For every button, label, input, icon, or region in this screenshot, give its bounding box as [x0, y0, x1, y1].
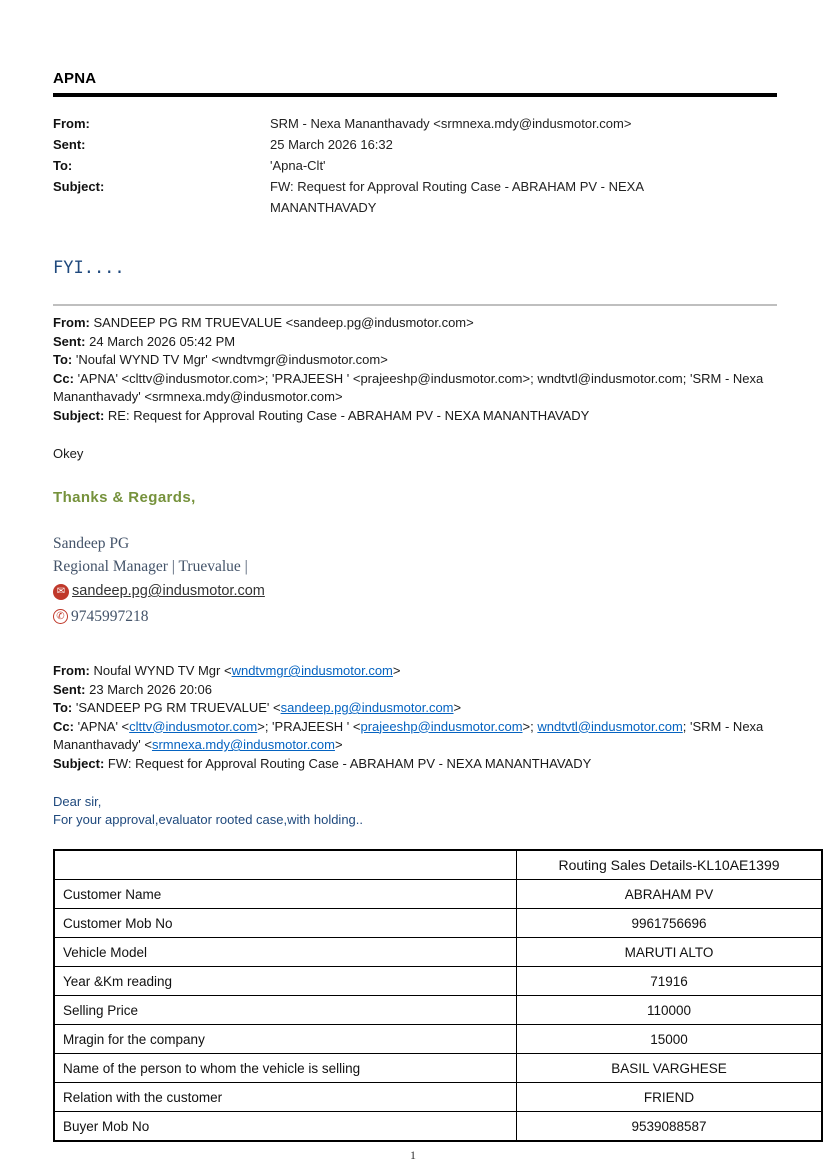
email2-to-label: To: [53, 352, 73, 367]
email3-cc-text: ; 'SRM - Nexa Mananthavady' < [53, 718, 764, 752]
email3-cc-text: > [334, 737, 343, 752]
email3-subject-label: Subject: [53, 755, 105, 771]
table-cell-value: 9539088587 [517, 1112, 823, 1142]
email1-sent-label: Sent: [53, 137, 86, 152]
table-cell-label: Customer Name [54, 880, 517, 909]
table-row [54, 1112, 822, 1142]
table-row [54, 967, 822, 996]
table-row [54, 1025, 822, 1054]
email2-to-value: 'Noufal WYND TV Mgr' <wndtvmgr@indusmotor.com> [75, 352, 388, 367]
email1-to-label: To: [53, 158, 73, 173]
table-cell-label: Vehicle Model [54, 938, 517, 967]
email1-subject-label: Subject: [53, 179, 105, 194]
table-cell-label: Mragin for the company [54, 1025, 517, 1054]
signature-email-link[interactable]: sandeep.pg@indusmotor.com [72, 583, 265, 599]
table-cell-value: 110000 [517, 996, 823, 1025]
routing-sales-table [53, 849, 823, 1142]
email3-sent-value: 23 March 2026 20:06 [89, 681, 212, 697]
email3-header-block [53, 662, 777, 773]
document-banner [53, 70, 777, 97]
table-cell-label: Buyer Mob No [54, 1112, 517, 1142]
email1-subject-value: FW: Request for Approval Routing Case - ABRAHAM PV - NEXA MANANTHAVADY [270, 179, 644, 215]
email2-from-value: SANDEEP PG RM TRUEVALUE <sandeep.pg@indusmotor.com> [93, 315, 474, 330]
table-cell-value: 9961756696 [517, 909, 823, 938]
table-row [54, 938, 822, 967]
email3-to-text: 'SANDEEP PG RM TRUEVALUE' < [75, 700, 281, 715]
email2-header-block [53, 314, 777, 425]
table-cell-value: BASIL VARGHESE [517, 1054, 823, 1083]
table-cell-label: Name of the person to whom the vehicle is selling [54, 1054, 517, 1083]
table-cell-label: Customer Mob No [54, 909, 517, 938]
table-row [54, 909, 822, 938]
email1-sent-value: 25 March 2026 16:32 [270, 137, 393, 152]
table-cell-value: MARUTI ALTO [517, 938, 823, 967]
email3-body-text [53, 793, 777, 829]
email3-cc-text: >; 'PRAJEESH ' < [257, 718, 361, 734]
email3-cc-label: Cc: [53, 718, 74, 734]
email1-header-block [53, 113, 777, 218]
email2-from-label: From: [53, 315, 90, 330]
salutation: Dear sir, [53, 794, 102, 809]
email3-from-text: > [392, 663, 401, 678]
table-row [54, 1083, 822, 1112]
email3-subject-value: FW: Request for Approval Routing Case - ABRAHAM PV - NEXA MANANTHAVADY [107, 755, 592, 771]
divider-rule [53, 304, 777, 306]
page-title: APNA [53, 70, 97, 87]
email3-cc-text: >; [522, 718, 538, 734]
email2-body-text: Okey [53, 446, 84, 461]
table-cell-value: FRIEND [517, 1083, 823, 1112]
envelope-icon: ✉ [53, 584, 69, 600]
email2-subject-value: RE: Request for Approval Routing Case - ABRAHAM PV - NEXA MANANTHAVADY [107, 407, 590, 423]
email3-cc-link[interactable]: wndtvtl@indusmotor.com [537, 718, 683, 734]
email3-from-link[interactable]: wndtvmgr@indusmotor.com [231, 663, 393, 678]
signature-phone-number: 9745997218 [71, 608, 149, 625]
email1-to-value: 'Apna-Clt' [270, 158, 326, 173]
phone-icon: ✆ [53, 609, 68, 624]
table-cell-value: 15000 [517, 1025, 823, 1054]
email3-to-link[interactable]: sandeep.pg@indusmotor.com [280, 700, 454, 715]
email3-from-label: From: [53, 663, 90, 678]
table-cell-label [54, 850, 517, 880]
fyi-note: FYI.... [53, 258, 125, 278]
email1-from-value: SRM - Nexa Mananthavady <srmnexa.mdy@indusmotor.com> [270, 116, 632, 131]
email3-cc-link[interactable]: clttv@indusmotor.com [129, 718, 258, 734]
signature-name: Sandeep PG [53, 535, 130, 552]
signature-closing: Thanks & Regards, [53, 489, 196, 506]
table-cell-value: ABRAHAM PV [517, 880, 823, 909]
email3-sent-label: Sent: [53, 681, 86, 697]
table-row [54, 880, 822, 909]
email3-to-label: To: [53, 700, 73, 715]
email3-cc-text: 'APNA' < [77, 718, 130, 734]
email2-cc-label: Cc: [53, 370, 74, 386]
table-cell-label: Selling Price [54, 996, 517, 1025]
email2-sent-value: 24 March 2026 05:42 PM [89, 333, 236, 349]
table-cell-label: Year &Km reading [54, 967, 517, 996]
page-number: 1 [410, 1148, 416, 1162]
email2-cc-value: 'APNA' <clttv@indusmotor.com>; 'PRAJEESH ' <prajeeshp@indusmotor.com>; wndtvtl@indusmotor.com; 'SRM - Nexa Mananthavady' <srmnexa.mdy@indusmotor.com> [53, 370, 764, 404]
table-cell-label: Relation with the customer [54, 1083, 517, 1112]
email1-from-label: From: [53, 116, 90, 131]
approval-request-line: For your approval,evaluator rooted case,with holding.. [53, 812, 364, 827]
email2-subject-label: Subject: [53, 407, 105, 423]
email3-from-text: Noufal WYND TV Mgr < [93, 663, 232, 678]
email3-cc-link[interactable]: srmnexa.mdy@indusmotor.com [151, 737, 335, 752]
table-row [54, 996, 822, 1025]
email2-sent-label: Sent: [53, 333, 86, 349]
table-row [54, 1054, 822, 1083]
table-row [54, 850, 822, 880]
signature-block [53, 532, 777, 628]
email3-cc-link[interactable]: prajeeshp@indusmotor.com [360, 718, 523, 734]
email3-to-text: > [453, 700, 462, 715]
signature-role: Regional Manager | Truevalue | [53, 558, 248, 575]
table-cell-value: 71916 [517, 967, 823, 996]
table-header-title: Routing Sales Details-KL10AE1399 [517, 850, 823, 880]
